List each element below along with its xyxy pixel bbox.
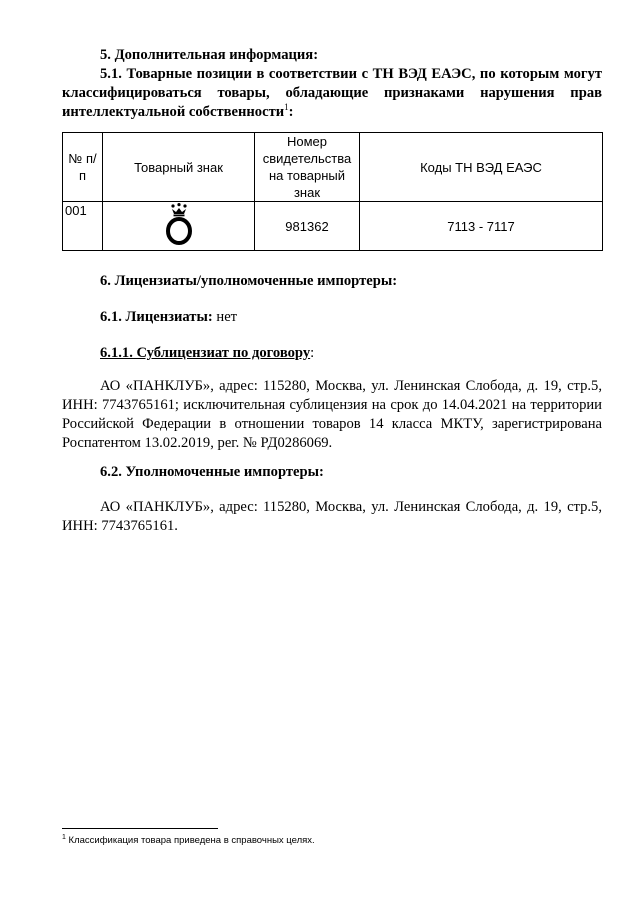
importers-heading: 6.2. Уполномоченные импортеры: bbox=[100, 464, 324, 480]
trademark-table bbox=[62, 132, 603, 251]
col-header-codes: Коды ТН ВЭД ЕАЭС bbox=[360, 133, 603, 202]
table-row bbox=[63, 202, 603, 251]
licensees-value: нет bbox=[212, 309, 238, 325]
licensees-label: 6.1. Лицензиаты: bbox=[100, 309, 213, 325]
codes-value: 7113 - 7117 bbox=[360, 202, 603, 251]
importers-paragraph: АО «ПАНКЛУБ», адрес: 115280, Москва, ул. Ленинская Слобода, д. 19, стр.5, ИНН: 7743765161. bbox=[62, 499, 602, 534]
sublicensee-heading: 6.1.1. Сублицензиат по договору: bbox=[100, 345, 315, 361]
sublicensee-paragraph: АО «ПАНКЛУБ», адрес: 115280, Москва, ул. Ленинская Слобода, д. 19, стр.5, ИНН: 7743765161; исключительная сублицензия на срок до 14.04.2021 на территории Российской Федерации в отношении товаров 14 класса МКТУ, зарегистрирована Роспатентом 13.02.2019, рег. № РД0286069. bbox=[62, 378, 602, 451]
table-header-row bbox=[63, 133, 603, 202]
row-num: 001 bbox=[63, 202, 103, 251]
footnote-ref: 1 bbox=[284, 102, 289, 113]
footnote: $^1$ Классификация товара приведена в справочных целях. bbox=[62, 833, 315, 846]
section-5-heading: 5. Дополнительная информация: bbox=[100, 47, 319, 63]
cert-number: 981362 bbox=[255, 202, 360, 251]
col-header-trademark: Товарный знак bbox=[103, 133, 255, 202]
col-header-cert: Номер свидетельства на товарный знак bbox=[255, 133, 360, 202]
footnote-divider bbox=[62, 828, 218, 829]
licensees-line bbox=[62, 308, 602, 327]
section-6-heading: 6. Лицензиаты/уполномоченные импортеры: bbox=[100, 273, 398, 289]
section-5-1-paragraph: 5.1. Товарные позиции в соответствии с ТН ВЭД ЕАЭС, по которым могут классифицироваться товары, обладающие признаками нарушения прав интеллектуальной собственности$^1$: bbox=[62, 66, 602, 120]
col-header-num: № п/п bbox=[63, 133, 103, 202]
trademark-cell bbox=[103, 202, 255, 251]
pandora-crown-o-logo-icon bbox=[159, 202, 199, 246]
